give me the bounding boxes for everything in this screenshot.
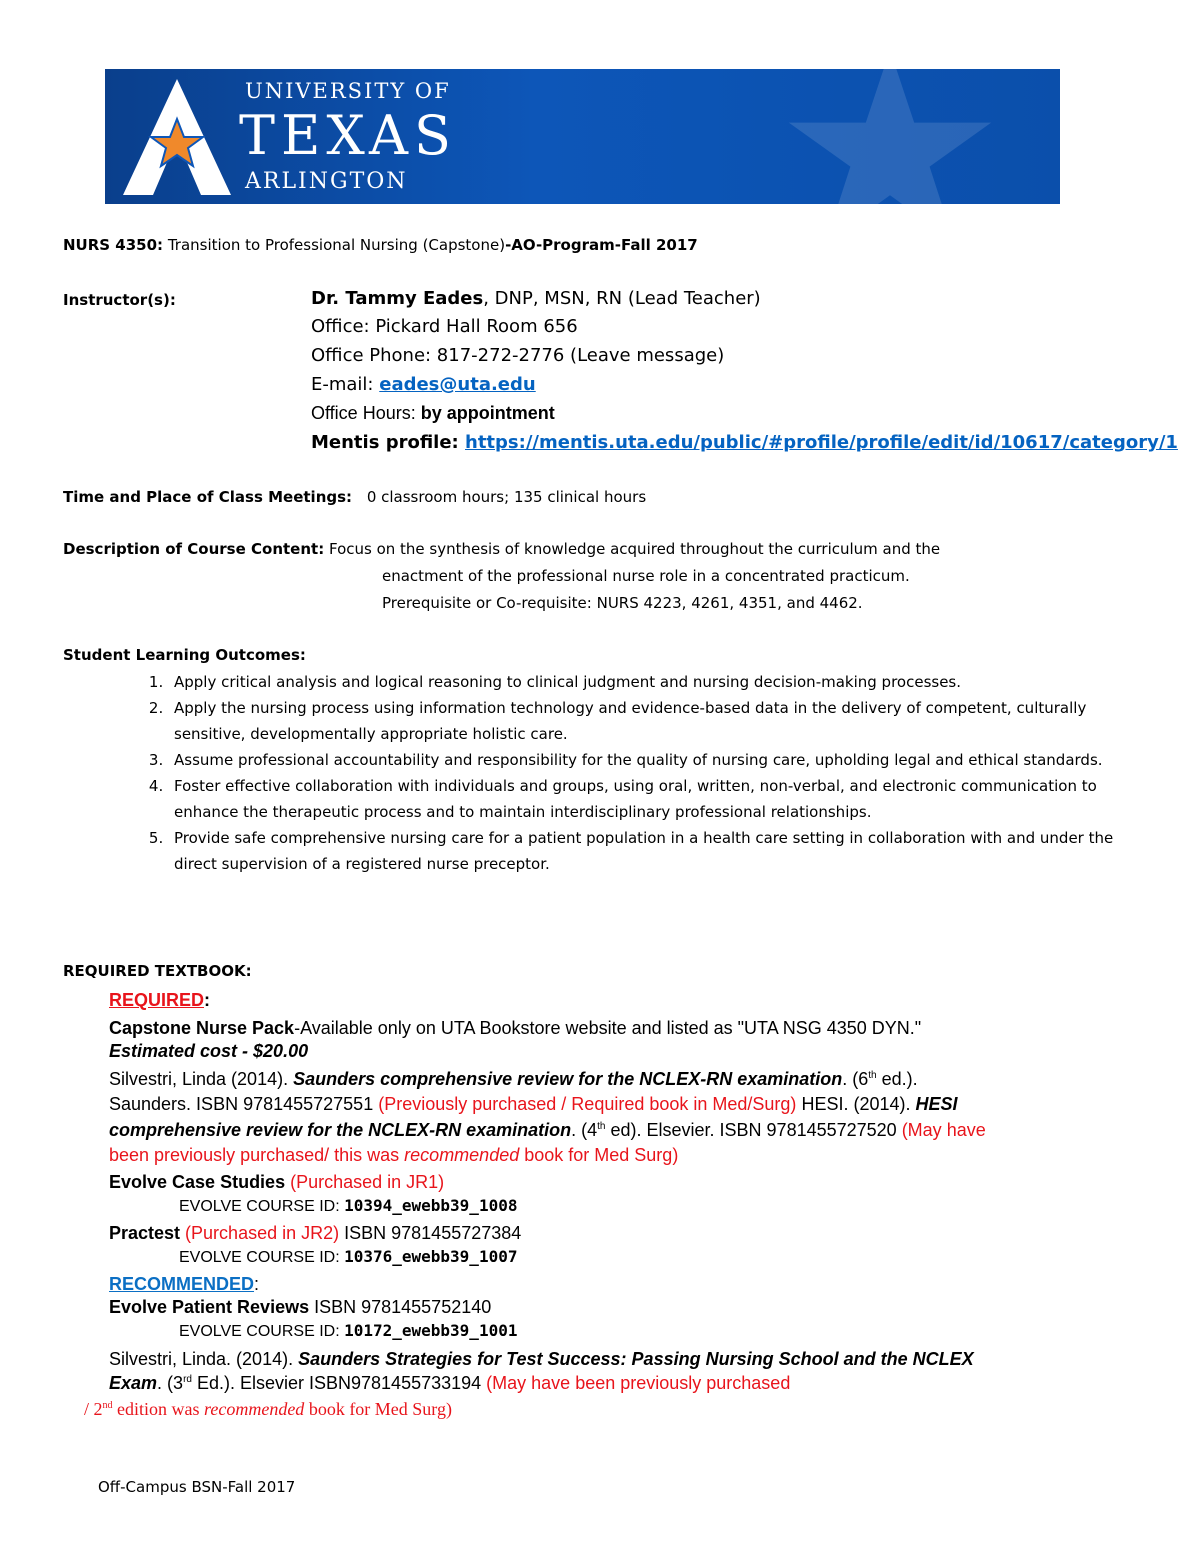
patient-reviews-title: Evolve Patient Reviews [109, 1297, 310, 1317]
office-hours-value: by appointment [415, 403, 555, 423]
hesi-edition: . (4 [571, 1120, 598, 1140]
course-title: Transition to Professional Nursing (Capstone) [167, 236, 506, 254]
practest-line [109, 1223, 521, 1244]
class-meetings-value: 0 classroom hours; 135 clinical hours [366, 488, 647, 506]
outcomes-heading: Student Learning Outcomes: [63, 646, 306, 664]
university-banner [105, 69, 1060, 204]
class-meetings-label: Time and Place of Class Meetings: [63, 488, 353, 506]
office-hours-line [311, 403, 555, 424]
practest-course-id: 10376_ewebb39_1007 [344, 1247, 518, 1266]
strategies-note-line [84, 1399, 452, 1420]
hesi-note: been previously purchased/ this was [109, 1145, 405, 1165]
outcomes-list [108, 669, 1158, 877]
saunders-publisher: Saunders. ISBN 9781455727551 [109, 1094, 379, 1114]
evolve-case-studies-title: Evolve Case Studies [109, 1172, 286, 1192]
instructor-name-line [311, 288, 761, 309]
practest-note: (Purchased in JR2) [180, 1223, 340, 1243]
strategies-note-text: edition was [112, 1399, 205, 1419]
evolve-case-studies-note: (Purchased in JR1) [285, 1172, 445, 1192]
hesi-note-line [109, 1145, 678, 1166]
evolve-case-studies-line [109, 1172, 444, 1193]
banner-line-texas: TEXAS [239, 104, 457, 167]
evolve-case-course-id: 10394_ewebb39_1008 [344, 1196, 518, 1215]
saunders-line-1 [109, 1069, 918, 1090]
strategies-note-end: book for Med Surg) [304, 1399, 452, 1419]
strategies-edition-sup: rd [183, 1374, 192, 1385]
page-footer: Off-Campus BSN-Fall 2017 [98, 1478, 296, 1496]
evolve-case-id-line [179, 1196, 517, 1216]
course-suffix: -AO-Program-Fall 2017 [505, 236, 698, 254]
saunders-edition: . (6 [842, 1069, 869, 1089]
required-colon: : [204, 990, 211, 1010]
capstone-pack-line [109, 1018, 921, 1039]
outcome-item: 3. Assume professional accountability and responsibility for the quality of nursing care, upholding legal and ethical standards. [168, 747, 1158, 773]
strategies-note-sup: nd [102, 1400, 113, 1411]
patient-reviews-id-line [179, 1321, 517, 1341]
instructor-phone: Office Phone: 817-272-2776 (Leave message) [311, 345, 725, 366]
practest-title: Practest [109, 1223, 181, 1243]
saunders-line-2 [109, 1094, 958, 1115]
textbook-heading: REQUIRED TEXTBOOK: [63, 962, 252, 980]
description-text-1: Focus on the synthesis of knowledge acquired throughout the curriculum and the [324, 540, 941, 558]
strategies-edition-end: Ed.). Elsevier ISBN9781455733194 [191, 1373, 487, 1393]
strategies-title: Saunders Strategies for Test Success: Passing Nursing School and the NCLEX [298, 1349, 974, 1369]
saunders-note: (Previously purchased / Required book in Med/Surg) [378, 1094, 797, 1114]
course-id-label: EVOLVE COURSE ID: [179, 1323, 345, 1340]
practest-id-line [179, 1247, 517, 1267]
saunders-author: Silvestri, Linda (2014). [109, 1069, 294, 1089]
required-label: REQUIRED [109, 990, 205, 1010]
course-code: NURS 4350: [63, 236, 164, 254]
hesi-line [109, 1120, 986, 1141]
hesi-title-start: HESI [915, 1094, 958, 1114]
description-line-1 [63, 540, 940, 558]
email-link[interactable]: eades@uta.edu [379, 374, 536, 395]
course-title-line [63, 236, 698, 254]
hesi-note-start: (May have [901, 1120, 986, 1140]
saunders-edition-end: ed.). [876, 1069, 918, 1089]
instructor-office: Office: Pickard Hall Room 656 [311, 316, 578, 337]
uta-a-logo-icon [121, 77, 233, 197]
strategies-edition: . (3 [157, 1373, 184, 1393]
strategies-note-edition: / 2 [84, 1399, 103, 1419]
strategies-author: Silvestri, Linda. (2014). [109, 1349, 299, 1369]
instructor-name: Dr. Tammy Eades [311, 288, 484, 309]
saunders-title: Saunders comprehensive review for the NCLEX-RN examination [293, 1069, 843, 1089]
strategies-note: (May have been previously purchased [486, 1373, 791, 1393]
class-meetings-line [63, 488, 646, 506]
hesi-title: comprehensive review for the NCLEX-RN examination [109, 1120, 572, 1140]
mentis-profile-line [311, 432, 1178, 453]
required-label-line [109, 990, 210, 1011]
patient-reviews-isbn: ISBN 9781455752140 [309, 1297, 492, 1317]
capstone-pack-desc: -Available only on UTA Bookstore website and listed as "UTA NSG 4350 DYN." [294, 1018, 922, 1038]
banner-line-arlington: ARLINGTON [245, 169, 408, 194]
background-star-icon [760, 69, 1020, 204]
email-label: E-mail: [311, 374, 380, 395]
strategies-note-italic: recommended [204, 1399, 305, 1419]
saunders-edition-sup: th [868, 1070, 877, 1081]
outcome-item: 5. Provide safe comprehensive nursing care for a patient population in a health care setting in collaboration with and under the direct supervision of a registered nurse preceptor. [168, 825, 1158, 877]
recommended-label: RECOMMENDED [109, 1274, 255, 1294]
recommended-colon: : [254, 1274, 260, 1294]
hesi-note-end: book for Med Surg) [519, 1145, 679, 1165]
instructor-label: Instructor(s): [63, 291, 176, 309]
description-line-3: Prerequisite or Co-requisite: NURS 4223, 4261, 4351, and 4462. [382, 594, 863, 612]
instructor-email-line [311, 374, 536, 395]
instructor-credentials: , DNP, MSN, RN (Lead Teacher) [483, 288, 761, 309]
hesi-author: HESI. (2014). [796, 1094, 916, 1114]
hesi-edition-sup: th [597, 1121, 606, 1132]
recommended-label-line [109, 1274, 259, 1295]
banner-line-university-of: UNIVERSITY OF [245, 79, 451, 103]
capstone-pack-title: Capstone Nurse Pack [109, 1018, 295, 1038]
strategies-line-1 [109, 1349, 974, 1370]
mentis-profile-link[interactable]: https://mentis.uta.edu/public/#profile/profile/edit/id/10617/category/1 [465, 432, 1178, 453]
practest-isbn: ISBN 9781455727384 [339, 1223, 522, 1243]
mentis-label: Mentis profile: [311, 432, 466, 453]
course-id-label: EVOLVE COURSE ID: [179, 1198, 345, 1215]
description-line-2: enactment of the professional nurse role in a concentrated practicum. [382, 567, 910, 585]
office-hours-label: Office Hours: [311, 403, 416, 423]
hesi-note-italic: recommended [404, 1145, 520, 1165]
patient-reviews-line [109, 1297, 491, 1318]
capstone-cost: Estimated cost - $20.00 [109, 1041, 309, 1061]
strategies-line-2 [109, 1373, 790, 1394]
outcome-item: 4. Foster effective collaboration with individuals and groups, using oral, written, non-verbal, and electronic communication to enhance the therapeutic process and to maintain interdisciplinary professional relationships. [168, 773, 1158, 825]
outcome-item: 1. Apply critical analysis and logical reasoning to clinical judgment and nursing decision-making processes. [168, 669, 1158, 695]
description-label: Description of Course Content: [63, 540, 325, 558]
hesi-edition-end: ed). Elsevier. ISBN 9781455727520 [605, 1120, 902, 1140]
strategies-title-end: Exam [109, 1373, 158, 1393]
outcome-item: 2. Apply the nursing process using information technology and evidence-based data in the delivery of competent, culturally sensitive, developmentally appropriate holistic care. [168, 695, 1158, 747]
course-id-label: EVOLVE COURSE ID: [179, 1249, 345, 1266]
patient-reviews-course-id: 10172_ewebb39_1001 [344, 1321, 518, 1340]
